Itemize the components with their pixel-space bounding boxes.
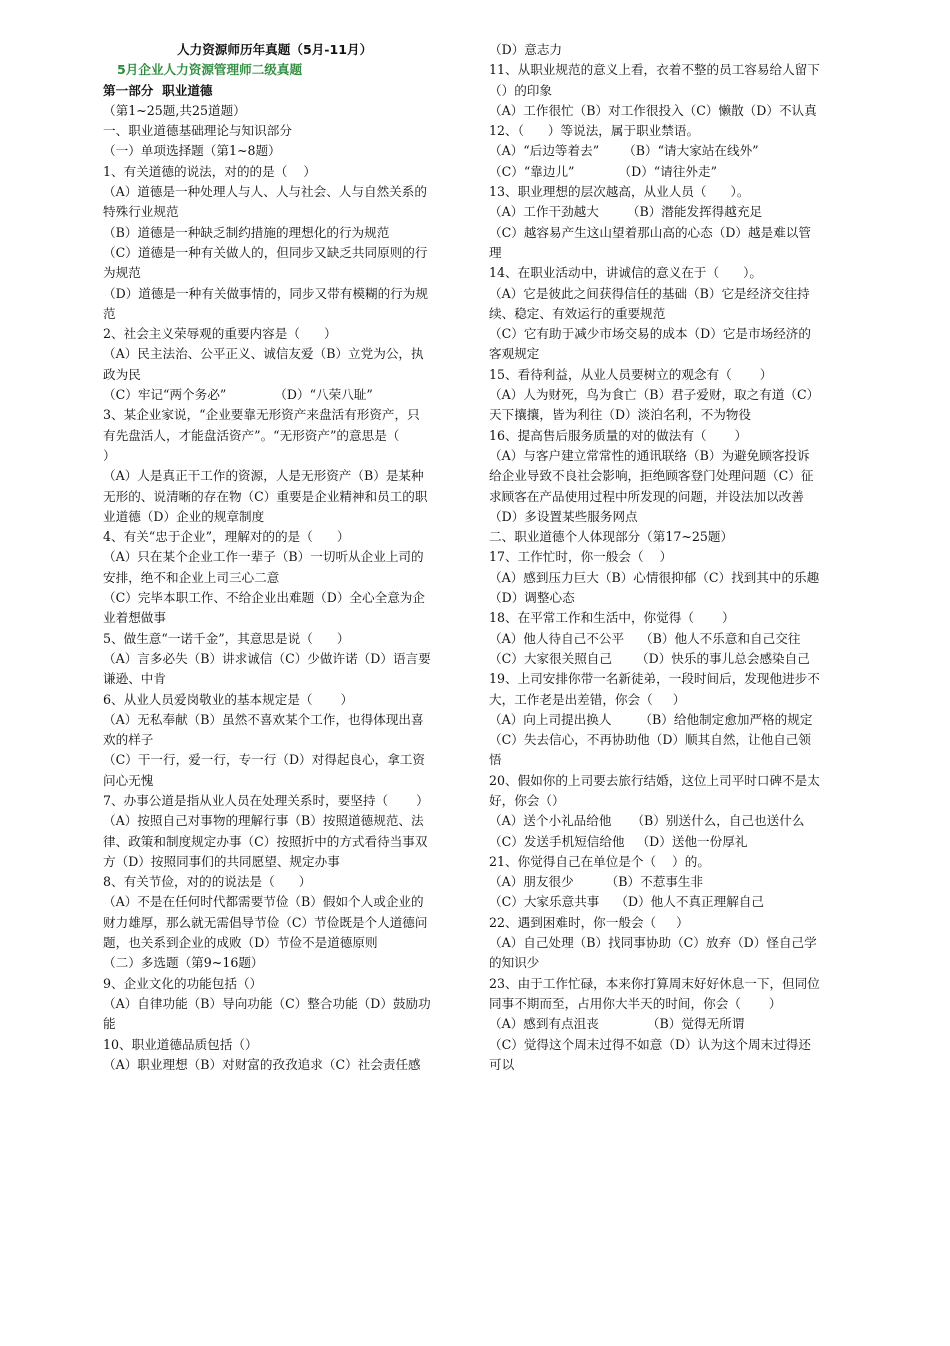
text-line: 二、职业道德个人体现部分（第17~25题） [489,529,734,545]
text-line: 同事不期而至，占用你大半天的时间，你会（ ） [489,995,782,1011]
text-line: （A）感到压力巨大（B）心情很抑郁（C）找到其中的乐趣 [489,569,820,585]
text-line: （C）觉得这个周末过得不如意（D）认为这个周末过得还 [489,1036,811,1052]
text-line: （A）“后边等着去” （B）“请大家站在线外” [489,143,759,159]
text-line: 好，你会（） [489,792,565,808]
text-line: 为规范 [103,265,141,281]
text-line: （一）单项选择题（第1~8题） [103,143,281,159]
text-line: 14、在职业活动中，讲诚信的意义在于（ ）。 [489,265,763,281]
text-line: 12、（ ）等说法，属于职业禁语。 [489,123,700,139]
text-line: 范 [103,305,116,321]
text-line: 无形的、说清晰的存在物（C）重要是企业精神和员工的职 [103,488,428,504]
text-line: （A）只在某个企业工作一辈子（B）一切听从企业上司的 [103,549,424,565]
text-line: 悟 [489,752,502,768]
document-title: 人力资源师历年真题（5月-11月） [177,42,373,57]
text-line: 5、做生意“一诺千金”，其意思是说（ ） [103,630,350,646]
text-line: 7、办事公道是指从业人员在处理关系时，要坚持（ ） [103,792,429,808]
text-line: 15、看待利益，从业人员要树立的观念有（ ） [489,366,773,382]
text-line: 6、从业人员爱岗敬业的基本规定是（ ） [103,691,354,707]
text-line: （A）职业理想（B）对财富的孜孜追求（C）社会责任感 [103,1056,421,1072]
text-line: 业着想做事 [103,610,166,626]
text-line: （A）人为财死，鸟为食亡（B）君子爱财，取之有道（C） [489,387,820,403]
text-line: 谦逊、中肯 [103,671,166,687]
text-line: （C）道德是一种有关做人的，但同步又缺乏共同原则的行 [103,244,428,260]
text-line: （A）自律功能（B）导向功能（C）整合功能（D）鼓励功 [103,995,431,1011]
text-line: 欢的样子 [103,732,154,748]
text-line: 10、职业道德品质包括（） [103,1036,258,1052]
text-line: 问心无愧 [103,772,154,788]
text-line: （A）按照自己对事物的理解行事（B）按照道德规范、法 [103,813,424,829]
text-line: （A）言多必失（B）讲求诚信（C）少做许诺（D）语言要 [103,650,431,666]
text-line: ） [103,447,116,463]
text-line: （A）与客户建立常常性的通讯联络（B）为避免顾客投诉 [489,447,810,463]
text-line: 财力雄厚，那么就无需倡导节俭（C）节俭既是个人道德问 [103,914,428,930]
text-line: 求顾客在产品使用过程中所发现的问题，并设法加以改善 [489,488,804,504]
text-line: 11、从职业规范的意义上看，衣着不整的员工容易给人留下 [489,62,820,78]
text-line: 律、政策和制度规定办事（C）按照折中的方式看待当事双 [103,833,428,849]
text-line: （C）大家很关照自己 （D）快乐的事儿总会感染自己 [489,650,810,666]
text-line: （A）朋友很少 （B）不惹事生非 [489,874,704,890]
text-line: 客观规定 [489,346,540,362]
text-line: 天下攘攘，皆为利往（D）淡泊名利，不为物役 [489,407,751,423]
text-line: （C）它有助于减少市场交易的成本（D）它是市场经济的 [489,326,811,342]
text-line: 可以 [489,1056,515,1072]
text-line: （A）送个小礼品给他 （B）别送什么，自己也送什么 [489,813,805,829]
text-line: 政为民 [103,366,141,382]
text-line: 一、职业道德基础理论与知识部分 [103,123,292,139]
text-line: 16、提高售后服务质量的对的做法有（ ） [489,427,748,443]
text-line: （A）工作很忙（B）对工作很投入（C）懒散（D）不认真 [489,102,817,118]
text-line: （A）不是在任何时代都需要节俭（B）假如个人或企业的 [103,894,424,910]
text-line: （A）无私奉献（B）虽然不喜欢某个工作，也得体现出喜 [103,711,424,727]
text-line: 大，工作老是出差错，你会（ ） [489,691,686,707]
text-line: （C）越容易产生这山望着那山高的心态（D）越是难以管 [489,224,811,240]
text-line: 22、遇到困难时，你一般会（ ） [489,914,689,930]
text-line: 有先盘活人，才能盘活资产”。“无形资产”的意思是（ [103,427,400,443]
text-line: （D）道德是一种有关做事情的，同步又带有模糊的行为规 [103,285,428,301]
text-line: （A）它是彼此之间获得信任的基础（B）它是经济交往持 [489,285,810,301]
text-line: 1、有关道德的说法，对的的是（ ） [103,163,316,179]
text-line: 特殊行业规范 [103,204,179,220]
text-line: 3、某企业家说，“企业要靠无形资产来盘活有形资产，只 [103,407,420,423]
text-line: 给企业导致不良社会影响，拒绝顾客登门处理问题（C）征 [489,468,814,484]
text-line: （A）工作干劲越大 （B）潜能发挥得越充足 [489,204,763,220]
text-line: （C）干一行，爱一行，专一行（D）对得起良心，拿工资 [103,752,425,768]
text-line: （A）人是真正干工作的资源，人是无形资产（B）是某种 [103,468,424,484]
text-line: 2、社会主义荣辱观的重要内容是（ ） [103,326,337,342]
text-line: （A）民主法治、公平正义、诚信友爱（B）立党为公，执 [103,346,424,362]
text-line: 9、企业文化的功能包括（） [103,975,263,991]
text-line: 安排，绝不和企业上司三心二意 [103,569,280,585]
text-line: 8、有关节俭，对的的说法是（ ） [103,874,312,890]
text-line: （D）意志力 [489,42,563,57]
text-line: （D）调整心态 [489,590,575,606]
text-line: 23、由于工作忙碌，本来你打算周末好好休息一下，但同位 [489,975,820,991]
left-column [103,40,461,1075]
text-line: 方（D）按照同事们的共同愿望、规定办事 [103,853,340,869]
text-line: （B）道德是一种缺乏制约措施的理想化的行为规范 [103,224,390,240]
text-line: 的知识少 [489,955,540,971]
text-line: 业道德（D）企业的规章制度 [103,508,265,524]
text-line: （A）他人待自己不公平 （B）他人不乐意和自己交往 [489,630,801,646]
text-line: 续、稳定、有效运行的重要规范 [489,305,666,321]
text-line: （C）“靠边儿” （D）“请往外走” [489,163,718,179]
part-heading: 第一部分 职业道德 [103,82,213,98]
text-line: 19、上司安排你带一名新徒弟，一段时间后，发现他进步不 [489,671,820,687]
text-line: （A）道德是一种处理人与人、人与社会、人与自然关系的 [103,184,427,200]
text-line: 题，也关系到企业的成败（D）节俭不是道德原则 [103,935,378,951]
document-subtitle: 5月企业人力资源管理师二级真题 [117,62,303,78]
text-line: （第1~25题,共25道题） [103,102,246,118]
text-line: （）的印象 [489,82,552,98]
text-line: （A）感到有点沮丧 （B）觉得无所谓 [489,1016,745,1032]
text-line: （D）多设置某些服务网点 [489,508,638,524]
text-line: 13、职业理想的层次越高，从业人员（ ）。 [489,184,750,200]
text-line: （C）发送手机短信给他 （D）送他一份厚礼 [489,833,748,849]
text-line: （二）多选题（第9~16题） [103,955,264,971]
text-line: 4、有关“忠于企业”，理解对的的是（ ） [103,529,350,545]
text-line: 17、工作忙时，你一般会（ ） [489,549,673,565]
left-body [103,101,461,1075]
right-column [489,40,849,1075]
text-line: （C）牢记“两个务必” （D）“八荣八耻” [103,387,373,403]
text-line: 理 [489,244,502,260]
text-line: （A）向上司提出换人 （B）给他制定愈加严格的规定 [489,711,813,727]
text-line: （C）完毕本职工作、不给企业出难题（D）全心全意为企 [103,590,425,606]
text-line: 21、你觉得自己在单位是个（ ）的。 [489,853,710,869]
text-line: 20、假如你的上司要去旅行结婚，这位上司平时口碑不是太 [489,772,820,788]
text-line: （A）自己处理（B）找同事协助（C）放弃（D）怪自己学 [489,935,817,951]
text-line: 能 [103,1016,116,1032]
right-body [489,40,849,1075]
text-line: 18、在平常工作和生活中，你觉得（ ） [489,610,735,626]
text-line: （C）大家乐意共事 （D）他人不真正理解自己 [489,894,765,910]
text-line: （C）失去信心，不再协助他（D）顺其自然，让他自己领 [489,732,811,748]
